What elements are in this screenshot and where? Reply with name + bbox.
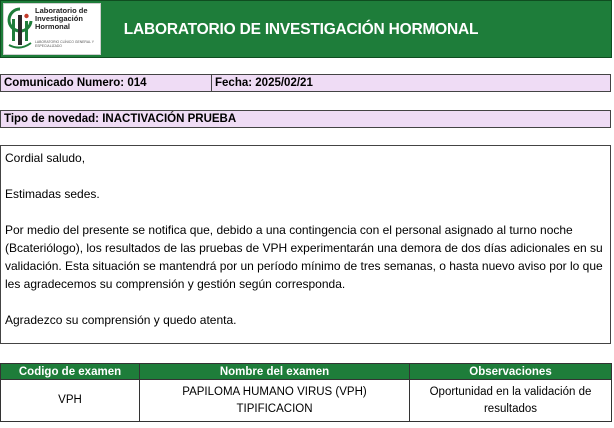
- message-body: Por medio del presente se notifica que, debido a una contingencia con el personal asignado al turno noche (Bcateriólogo), los resultados de las pruebas de VPH experimentarán una demora de dos días adicionales en su validación. Esta situación se mantendrá por un período mínimo de tres semanas, o hasta nuevo aviso por lo que les agradecemos su comprensión y gestión según corresponda.: [5, 223, 603, 291]
- lab-logo-subtitle: LABORATORIO CLÍNICO GENERAL Y ESPECIALIZADO: [35, 40, 94, 48]
- message-greeting: Cordial saludo,: [5, 151, 86, 165]
- novelty-type-label: Tipo de novedad:: [4, 113, 99, 125]
- table-row: [1, 380, 612, 422]
- page-title: LABORATORIO DE INVESTIGACIÓN HORMONAL: [123, 21, 479, 38]
- header-bar: [0, 0, 612, 58]
- exam-table: [0, 363, 612, 422]
- lab-logo-mark-icon: [7, 7, 33, 51]
- novelty-type-value: INACTIVACIÓN PRUEBA: [102, 113, 237, 125]
- message-box: [0, 145, 611, 344]
- column-header-code: Codigo de examen: [1, 364, 140, 380]
- exam-code-cell: VPH: [1, 380, 140, 422]
- lab-logo-name: [35, 7, 99, 31]
- communique-band: [0, 74, 611, 92]
- novelty-type: [1, 111, 236, 127]
- communique-number-value: 014: [127, 77, 147, 89]
- lab-logo-name-line: Hormonal: [35, 22, 71, 31]
- exam-name-cell: PAPILOMA HUMANO VIRUS (VPH) TIPIFICACION: [140, 380, 410, 422]
- communique-date-label: Fecha:: [215, 77, 253, 89]
- lab-logo-name-line: Investigación: [35, 14, 83, 23]
- communique-number-label: Comunicado Numero:: [4, 77, 125, 89]
- novelty-band: [0, 110, 611, 128]
- column-header-observations: Observaciones: [410, 364, 612, 380]
- column-header-name: Nombre del examen: [140, 364, 410, 380]
- lab-logo: [3, 3, 101, 55]
- communique-date-value: 2025/02/21: [255, 77, 313, 89]
- message-closing: Agradezco su comprensión y quedo atenta.: [5, 313, 237, 327]
- communique-date: [212, 75, 313, 91]
- table-header-row: [1, 364, 612, 380]
- message-salutation: Estimadas sedes.: [5, 187, 100, 201]
- lab-logo-name-line: Laboratorio de: [35, 6, 88, 15]
- communique-number: [1, 75, 147, 91]
- exam-observations-cell: Oportunidad en la validación de resultados: [410, 380, 612, 422]
